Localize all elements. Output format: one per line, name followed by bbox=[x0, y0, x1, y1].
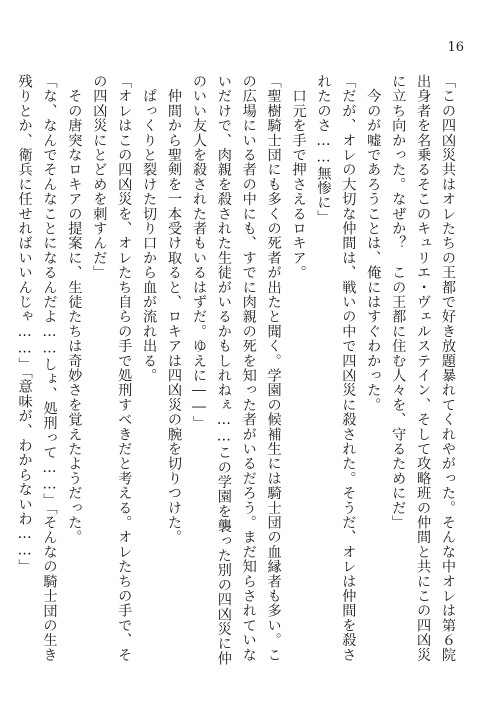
text-line: その唐突なロキアの提案に、生徒たちは奇妙さを覚えたようだった。 bbox=[66, 74, 83, 545]
text-line: いだけで、肉親を殺された生徒がいるかもしれねぇ……この学園を襲った別の四凶災に仲 bbox=[215, 74, 232, 666]
text-line: 「な、なんでそんなことになるんだよ……しょ、処刑って……」「そんなの騎士団の生き bbox=[41, 74, 58, 663]
text-line: 口元を手で押さえるロキア。 bbox=[290, 74, 307, 280]
text-line: れたのさ……無惨に」 bbox=[315, 74, 332, 225]
text-line: のいい友人を殺された者もいるはずだ。ゆえに――」 bbox=[190, 74, 207, 431]
text-line: ぱっくりと裂けた切り口から血が流れ出る。 bbox=[141, 74, 158, 383]
body-text bbox=[12, 74, 460, 666]
text-line: 仲間から聖剣を一本受け取ると、ロキアは四凶災の腕を切りつけた。 bbox=[166, 74, 183, 545]
page-number: 16 bbox=[447, 40, 464, 55]
text-line: 残りとか、衛兵に任せればいいんじゃ……」「意味が、わからないわ……」 bbox=[16, 74, 33, 574]
text-line: 「聖樹騎士団にも多くの死者が出たと聞く。学園の候補生には騎士団の血縁者も多い。こ bbox=[265, 74, 282, 662]
text-line: 出身者を名乗るそこのキュリエ・ヴェルステイン、そして攻略班の仲間と共にこの四凶災 bbox=[415, 74, 432, 662]
text-line: 「オレはこの四凶災を、オレたち自らの手で処刑すべきだと考える。オレたちの手で、そ bbox=[116, 74, 133, 662]
text-line: 今のが嘘であろうことは、俺にはすぐわかった。 bbox=[365, 74, 382, 413]
text-line: 「だが、オレの大切な仲間は、戦いの中で四凶災に殺された。そうだ、オレは仲間を殺さ bbox=[340, 74, 357, 662]
text-line: 「この四凶災共はオレたちの王都で好き放題暴れてくれやがった。そんな中オレは第６院 bbox=[440, 74, 456, 662]
text-line: の広場にいる者の中にも、すでに肉親の死を知った者がいるだろう。まだ知らされていな bbox=[240, 74, 257, 662]
text-line: に立ち向かった。なぜか？ この王都に住む人々を、守るためにだ」 bbox=[390, 74, 407, 530]
text-line: の四凶災にとどめを刺すんだ」 bbox=[91, 74, 108, 280]
